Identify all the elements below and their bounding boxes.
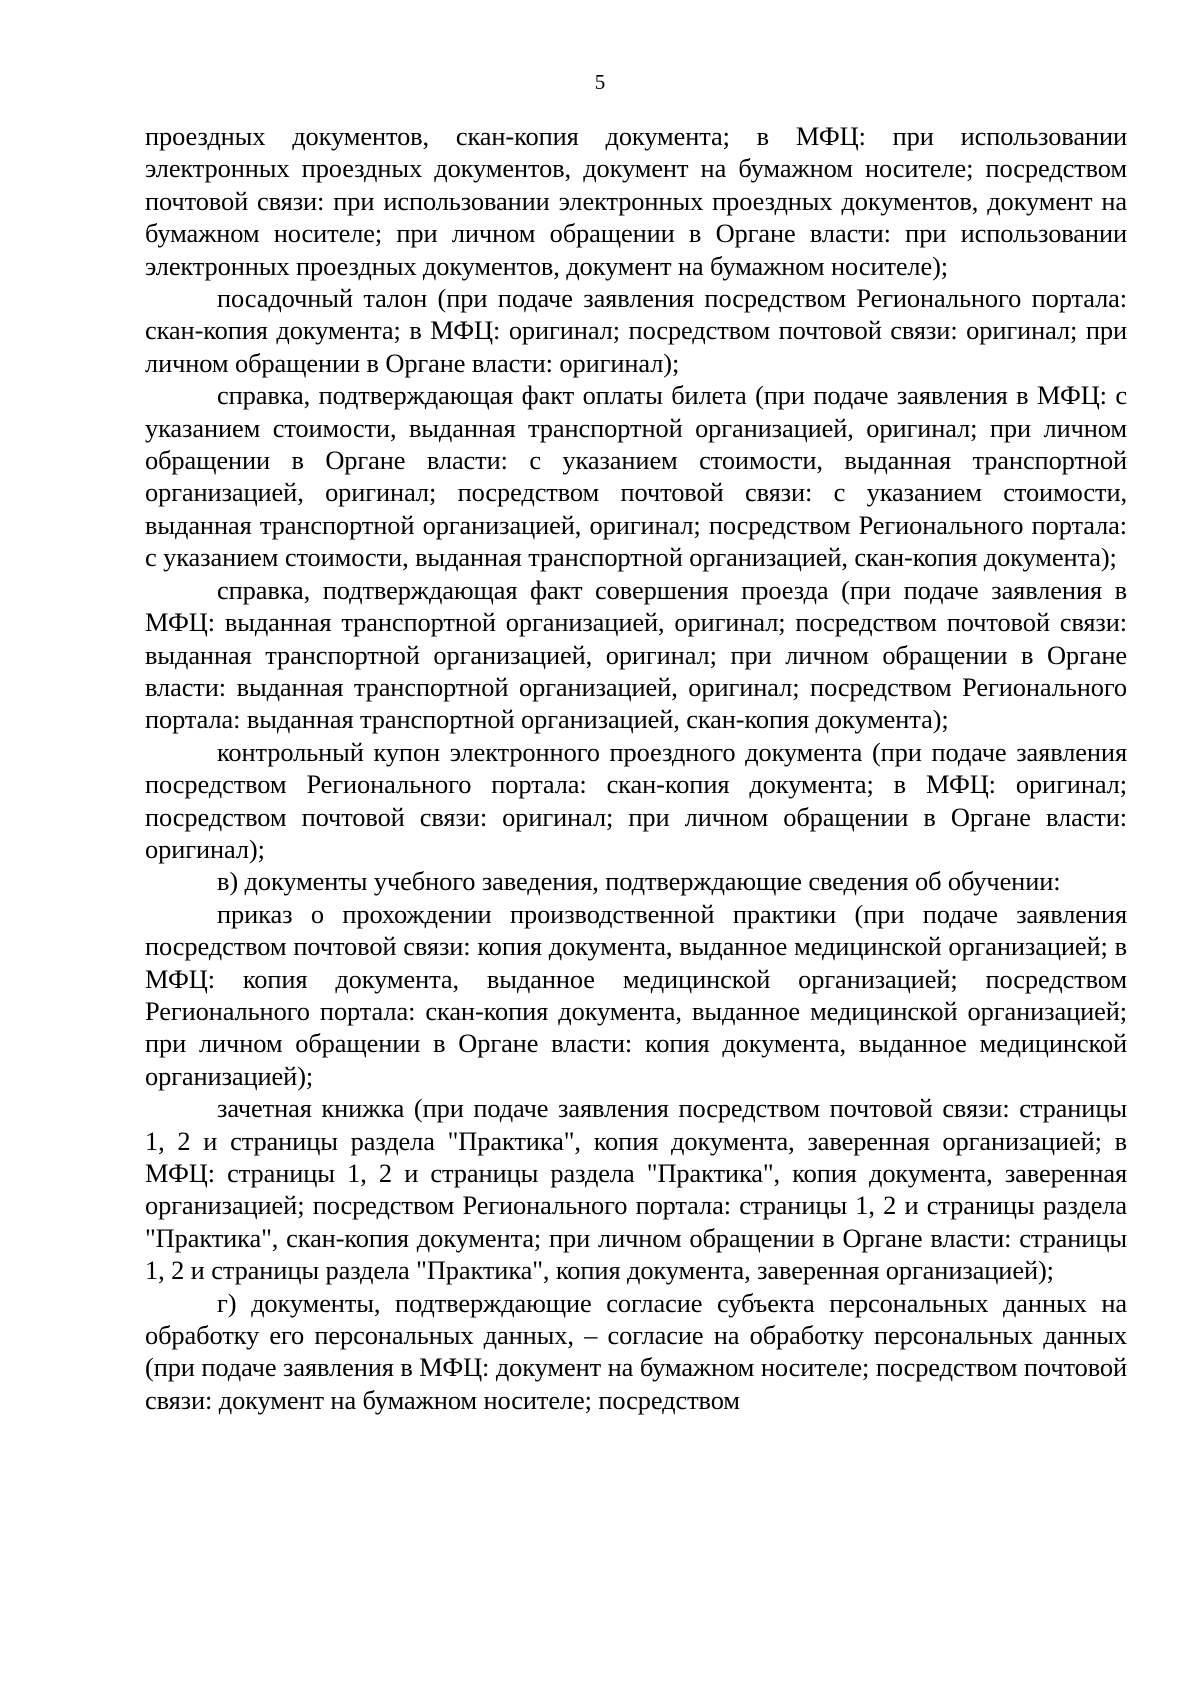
paragraph-educational-documents: в) документы учебного заведения, подтверждающие сведения об обучении:: [217, 866, 1061, 897]
paragraph-record-book: зачетная книжка (при подаче заявления посредством почтовой связи: страницы 1, 2 и страницы раздела "Практика", копия документа, заверенная организацией; в МФЦ: страницы 1, 2 и страницы раздела "Практика", копия документа, заверенная организацией; посредством Регионального портала: страницы 1, 2 и страницы раздела "Практика", скан-копия документа; при личном обращении в Органе власти: страницы 1, 2 и страницы раздела "Практика", копия документа, заверенная организацией);: [145, 1093, 1127, 1286]
page-number: 5: [594, 70, 606, 94]
paragraph-practice-order: приказ о прохождении производственной практики (при подаче заявления посредством почтовой связи: копия документа, выданное медицинской организацией; в МФЦ: копия документа, выданное медицинской организацией; посредством Регионального портала: скан-копия документа, выданное медицинской организацией; при личном обращении в Органе власти: копия документа, выданное медицинской организацией);: [145, 898, 1127, 1091]
paragraph-boarding-pass: посадочный талон (при подаче заявления посредством Регионального портала: скан-копия документа; в МФЦ: оригинал; посредством почтовой связи: оригинал; при личном обращении в Органе власти: оригинал);: [145, 283, 1127, 378]
paragraph-ticket-payment-certificate: справка, подтверждающая факт оплаты билета (при подаче заявления в МФЦ: с указанием стоимости, выданная транспортной организацией, оригинал; при личном обращении в Органе власти: с указанием стоимости, выданная транспортной организацией, оригинал; посредством почтовой связи: с указанием стоимости, выданная транспортной организацией, оригинал; посредством Регионального портала: с указанием стоимости, выданная транспортной организацией, скан-копия документа);: [145, 380, 1127, 573]
paragraph-personal-data-consent: г) документы, подтверждающие согласие субъекта персональных данных на обработку его персональных данных, – согласие на обработку персональных данных (при подаче заявления в МФЦ: документ на бумажном носителе; посредством почтовой связи: документ на бумажном носителе; посредством: [145, 1287, 1127, 1415]
document-body: [145, 120, 1127, 1416]
paragraph-control-coupon: контрольный купон электронного проездного документа (при подаче заявления посредством Регионального портала: скан-копия документа; в МФЦ: оригинал; посредством почтовой связи: оригинал; при личном обращении в Органе власти: оригинал);: [145, 736, 1127, 864]
paragraph-travel-documents-continued: проездных документов, скан-копия документа; в МФЦ: при использовании электронных проездных документов, документ на бумажном носителе; посредством почтовой связи: при использовании электронных проездных документов, документ на бумажном носителе; при личном обращении в Органе власти: при использовании электронных проездных документов, документ на бумажном носителе);: [145, 121, 1127, 281]
paragraph-travel-certificate: справка, подтверждающая факт совершения проезда (при подаче заявления в МФЦ: выданная транспортной организацией, оригинал; посредством почтовой связи: выданная транспортной организацией, оригинал; при личном обращении в Органе власти: выданная транспортной организацией, оригинал; посредством Регионального портала: выданная транспортной организацией, скан-копия документа);: [145, 574, 1127, 735]
